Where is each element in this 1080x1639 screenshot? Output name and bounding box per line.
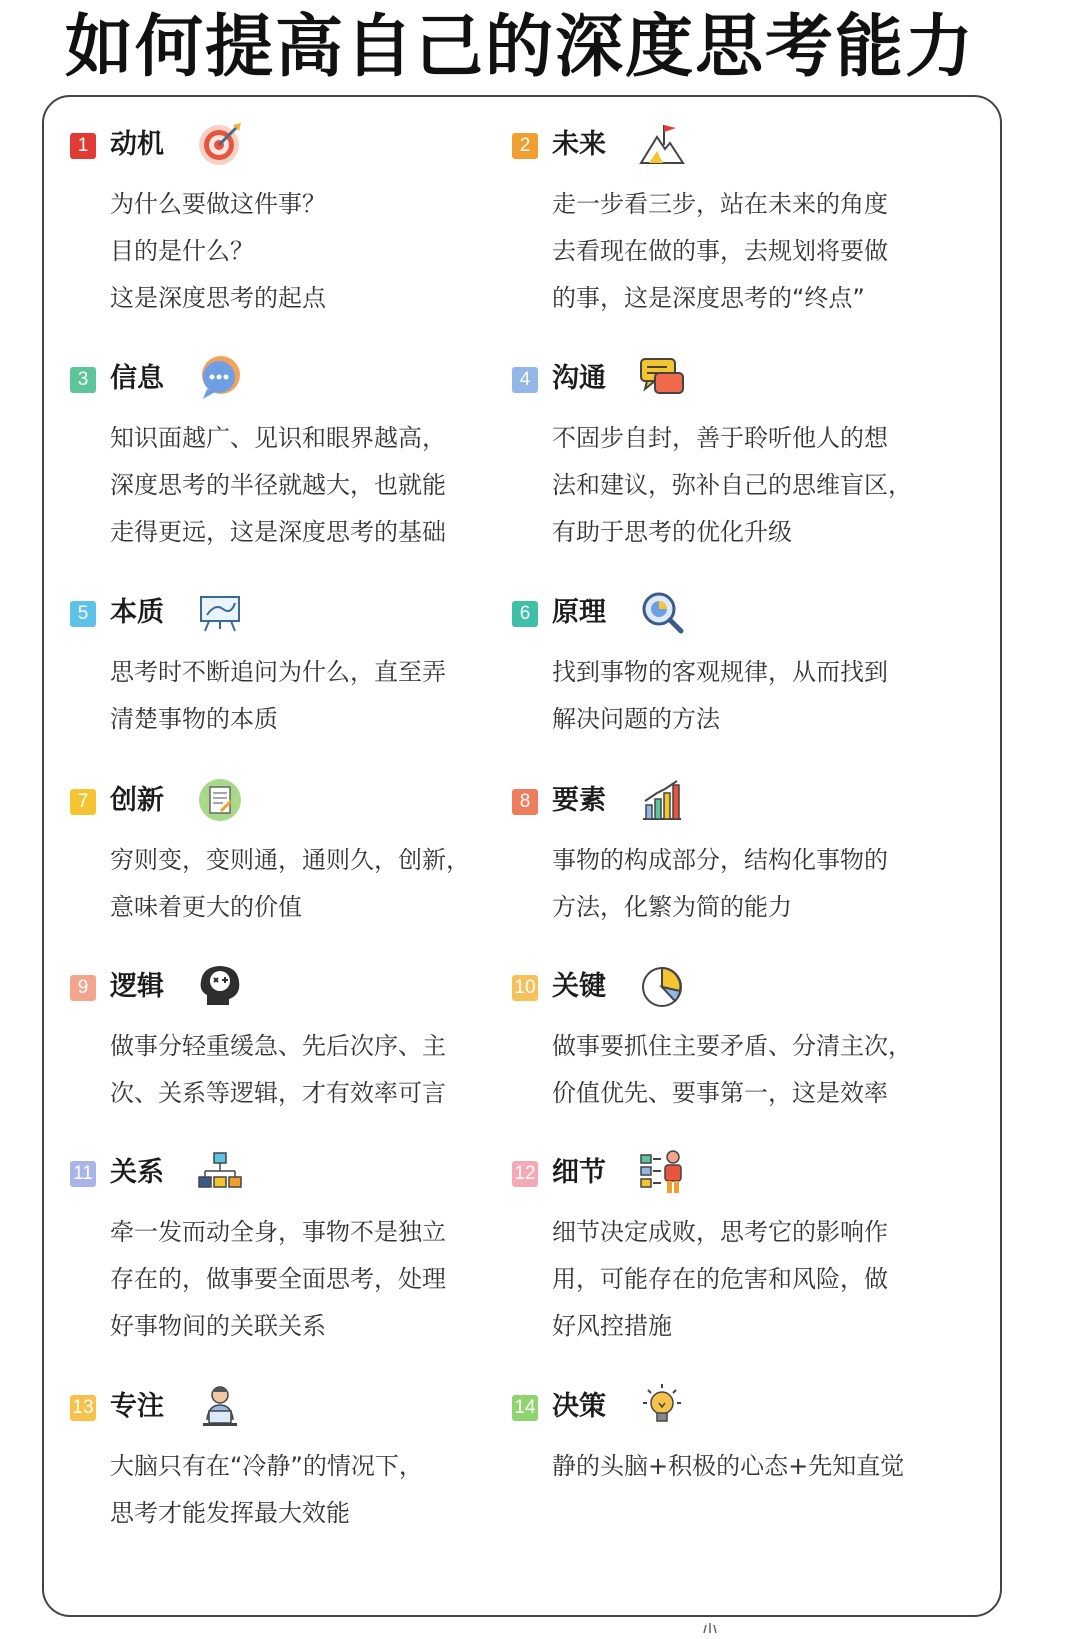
item-text-line: 走得更远，这是深度思考的基础 (110, 518, 446, 546)
org-chart-icon (195, 1147, 245, 1197)
item-title: 信息 (110, 363, 164, 394)
item-text-line: 意味着更大的价值 (110, 893, 302, 921)
item-text-line: 走一步看三步，站在未来的角度 (552, 190, 888, 218)
item-text-line: 找到事物的客观规律，从而找到 (552, 658, 888, 686)
item-6 (512, 587, 952, 743)
item-text-line: 方法，化繁为简的能力 (552, 893, 792, 921)
item-title: 原理 (552, 597, 606, 628)
item-text-line: 的事，这是深度思考的“终点” (552, 284, 865, 312)
item-text-line: 好风控措施 (552, 1312, 672, 1340)
item-text-line: 这是深度思考的起点 (110, 284, 326, 312)
item-text-line: 深度思考的半径就越大，也就能 (110, 471, 446, 499)
number-badge: 10 (512, 975, 538, 1001)
item-text-line: 为什么要做这件事？ (110, 190, 326, 218)
item-title: 逻辑 (110, 971, 164, 1002)
bar-chart-icon (637, 775, 687, 825)
item-12 (512, 1147, 952, 1350)
item-text-line: 次、关系等逻辑，才有效率可言 (110, 1079, 446, 1107)
item-text-line: 事物的构成部分，结构化事物的 (552, 846, 888, 874)
item-5 (70, 587, 510, 743)
item-text-line: 清楚事物的本质 (110, 705, 278, 733)
item-title: 未来 (552, 129, 606, 160)
item-text-line: 做事分轻重缓急、先后次序、主 (110, 1032, 446, 1060)
item-2 (512, 119, 952, 322)
number-badge: 14 (512, 1395, 538, 1421)
number-badge: 5 (70, 601, 96, 627)
item-text-line: 存在的，做事要全面思考，处理 (110, 1265, 446, 1293)
chat-bubble-icon (195, 353, 245, 403)
item-text-line: 好事物间的关联关系 (110, 1312, 326, 1340)
item-9 (70, 961, 510, 1117)
item-text-line: 思考才能发挥最大效能 (110, 1499, 350, 1527)
item-text-line: 解决问题的方法 (552, 705, 720, 733)
number-badge: 6 (512, 601, 538, 627)
item-text-line: 大脑只有在“冷静”的情况下， (110, 1452, 423, 1480)
item-1 (70, 119, 510, 322)
item-text-line: 穷则变，变则通，通则久，创新， (110, 846, 470, 874)
item-text-line: 法和建议，弥补自己的思维盲区， (552, 471, 912, 499)
item-10 (512, 961, 952, 1117)
number-badge: 13 (70, 1395, 96, 1421)
checklist-person-icon (637, 1147, 687, 1197)
item-4 (512, 353, 952, 556)
head-logic-icon (195, 961, 245, 1011)
number-badge: 8 (512, 789, 538, 815)
number-badge: 4 (512, 367, 538, 393)
item-text-line: 牵一发而动全身，事物不是独立 (110, 1218, 446, 1246)
number-badge: 7 (70, 789, 96, 815)
item-text-line: 去看现在做的事，去规划将要做 (552, 237, 888, 265)
message-icon (637, 353, 687, 403)
item-text-line: 做事要抓住主要矛盾、分清主次， (552, 1032, 912, 1060)
item-13 (70, 1381, 510, 1537)
item-text-line: 静的头脑+积极的心态+先知直觉 (552, 1452, 905, 1480)
item-text-line: 价值优先、要事第一，这是效率 (552, 1079, 888, 1107)
item-text-line: 思考时不断追问为什么，直至弄 (110, 658, 446, 686)
item-7 (70, 775, 510, 931)
item-11 (70, 1147, 510, 1350)
item-title: 要素 (552, 785, 606, 816)
lightbulb-icon (637, 1381, 687, 1431)
target-icon (195, 119, 245, 169)
content-card (42, 95, 1002, 1617)
number-badge: 1 (70, 133, 96, 159)
page-title: 如何提高自己的深度思考能力 (64, 8, 975, 87)
item-text-line: 细节决定成败，思考它的影响作 (552, 1218, 888, 1246)
item-title: 沟通 (552, 363, 606, 394)
mountain-flag-icon (637, 119, 687, 169)
pie-chart-icon (637, 961, 687, 1011)
item-title: 本质 (110, 597, 164, 628)
whiteboard-icon (195, 587, 245, 637)
number-badge: 2 (512, 133, 538, 159)
item-8 (512, 775, 952, 931)
number-badge: 9 (70, 975, 96, 1001)
person-laptop-icon (195, 1381, 245, 1431)
item-title: 关键 (552, 971, 606, 1002)
item-text-line: 目的是什么？ (110, 237, 254, 265)
number-badge: 3 (70, 367, 96, 393)
item-title: 创新 (110, 785, 164, 816)
magnifier-icon (637, 587, 687, 637)
item-text-line: 用，可能存在的危害和风险，做 (552, 1265, 888, 1293)
item-title: 动机 (110, 129, 164, 160)
item-14 (512, 1381, 952, 1490)
decorative-mark-icon (700, 1620, 720, 1634)
item-title: 专注 (110, 1391, 164, 1422)
notepad-icon (195, 775, 245, 825)
number-badge: 12 (512, 1161, 538, 1187)
item-title: 细节 (552, 1157, 606, 1188)
number-badge: 11 (70, 1161, 96, 1187)
item-text-line: 知识面越广、见识和眼界越高， (110, 424, 446, 452)
item-title: 关系 (110, 1157, 164, 1188)
item-title: 决策 (552, 1391, 606, 1422)
item-3 (70, 353, 510, 556)
item-text-line: 有助于思考的优化升级 (552, 518, 792, 546)
item-text-line: 不固步自封，善于聆听他人的想 (552, 424, 888, 452)
